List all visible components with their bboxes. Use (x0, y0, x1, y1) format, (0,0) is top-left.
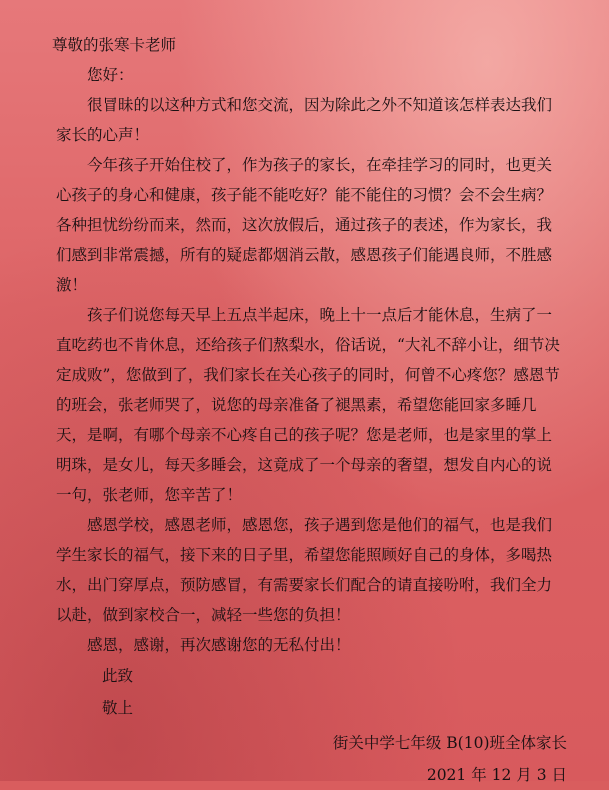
letter-paragraph-5: 感恩，感谢，再次感谢您的无私付出！ (87, 636, 351, 654)
letter-salutation: 尊敬的张寒卡老师 (52, 36, 177, 54)
letter-date: 2021 年 12 月 3 日 (426, 766, 567, 784)
letter-closing-2: 敬上 (102, 699, 134, 717)
letter-paragraph-2: 今年孩子开始住校了，作为孩子的家长，在牵挂学习的同时，也更关心孩子的身心和健康，孩子能不能吃好？能不能住的习惯？会不会生病？各种担忧纷纷而来，然而，这次放假后，通过孩子的表述，作为家长，我们感到非常震撼，所有的疑虑都烟消云散，感恩孩子们能遇良师，不胜感激！ (56, 156, 553, 294)
letter-signature: 街关中学七年级 B(10)班全体家长 (332, 734, 567, 752)
letter-paragraph-1: 很冒昧的以这种方式和您交流，因为除此之外不知道该怎样表达我们家长的心声！ (56, 96, 553, 144)
letter-paragraph-3: 孩子们说您每天早上五点半起床，晚上十一点后才能休息，生病了一直吃药也不肯休息，还给孩子们熬梨水，俗话说，“大礼不辞小让，细节决定成败”，您做到了，我们家长在关心孩子的同时，何曾不心疼您？感恩节的班会，张老师哭了，说您的母亲准备了褪黑素，希望您能回家多睡几天，是啊，有哪个母亲不心疼自己的孩子呢？您是老师，也是家里的掌上明珠，是女儿，每天多睡会，这竟成了一个母亲的奢望，想发自内心的说一句，张老师，您辛苦了！ (56, 306, 560, 504)
letter-closing-1: 此致 (102, 667, 134, 685)
letter-greeting: 您好： (87, 66, 134, 84)
letter-paragraph-4: 感恩学校，感恩老师，感恩您，孩子遇到您是他们的福气，也是我们学生家长的福气，接下来的日子里，希望您能照顾好自己的身体，多喝热水，出门穿厚点，预防感冒，有需要家长们配合的请直接吩咐，我们全力以赴，做到家校合一，减轻一些您的负担！ (56, 516, 553, 624)
